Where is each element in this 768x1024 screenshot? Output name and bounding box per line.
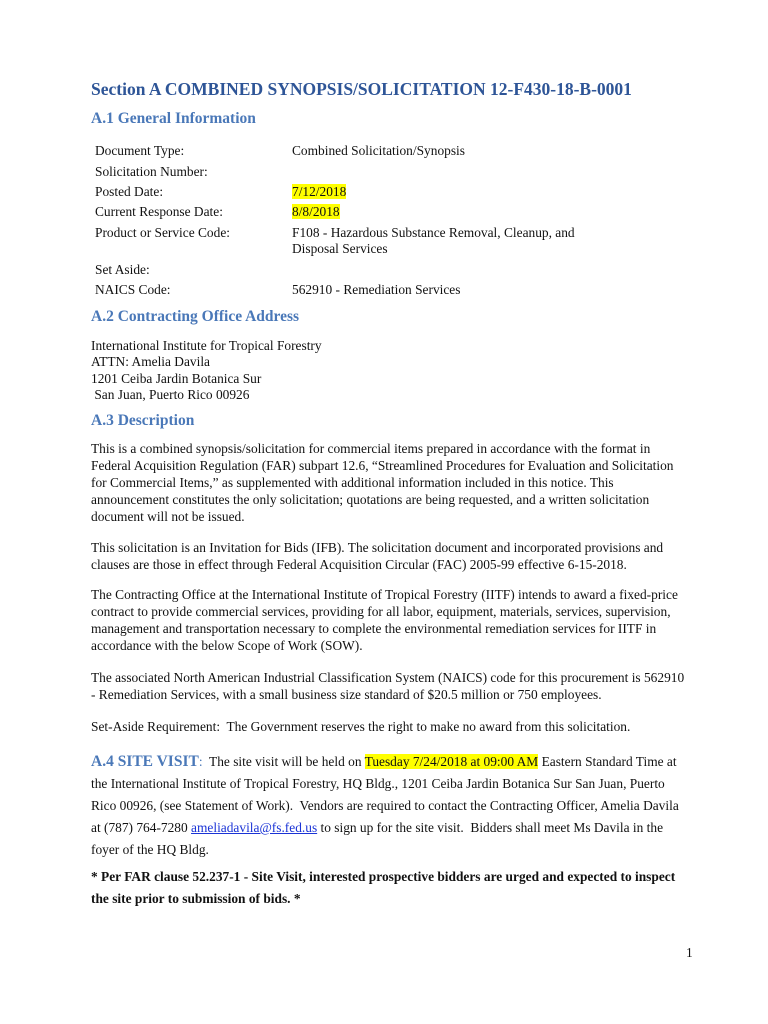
site-visit-text-3: to sign up for the site visit. Bidders shall meet Ms Davila in the foyer of the HQ Bldg. xyxy=(91,820,667,857)
site-visit-paragraph xyxy=(91,751,691,861)
response-date-label: Current Response Date: xyxy=(95,204,223,219)
site-visit-heading: A.4 SITE VISIT xyxy=(91,753,199,770)
description-paragraph-4: The associated North American Industrial Classification System (NAICS) code for this procurement is 562910 - Remediation Services, with a small business size standard of $20.5 million or 750 employees. xyxy=(91,670,685,702)
set-aside-label: Set Aside: xyxy=(95,262,150,277)
office-line-4: San Juan, Puerto Rico 00926 xyxy=(91,387,250,402)
site-visit-text-1: The site visit will be held on xyxy=(202,754,365,769)
solicitation-number-label: Solicitation Number: xyxy=(95,164,208,179)
doc-type-label: Document Type: xyxy=(95,143,185,158)
psc-value-cont: Disposal Services xyxy=(292,241,388,256)
doc-type-value: Combined Solicitation/Synopsis xyxy=(292,143,465,158)
page-number: 1 xyxy=(686,945,693,960)
general-info-heading: A.1 General Information xyxy=(91,110,256,127)
response-date-value: 8/8/2018 xyxy=(292,204,340,219)
psc-label: Product or Service Code: xyxy=(95,225,230,240)
description-heading: A.3 Description xyxy=(91,412,195,429)
set-aside-requirement: Set-Aside Requirement: The Government reserves the right to make no award from this solicitation. xyxy=(91,719,631,734)
site-visit-date: Tuesday 7/24/2018 at 09:00 AM xyxy=(364,754,539,769)
far-clause-note: * Per FAR clause 52.237-1 - Site Visit, interested prospective bidders are urged and expected to inspect the site prior to submission of bids. * xyxy=(91,869,676,906)
naics-label: NAICS Code: xyxy=(95,282,171,297)
office-line-3: 1201 Ceiba Jardin Botanica Sur xyxy=(91,371,262,386)
contact-email-link[interactable]: ameliadavila@fs.fed.us xyxy=(191,820,318,835)
posted-date-label: Posted Date: xyxy=(95,184,164,199)
naics-value: 562910 - Remediation Services xyxy=(292,282,461,297)
psc-value: F108 - Hazardous Substance Removal, Cleanup, and xyxy=(292,225,575,240)
description-paragraph-2: This solicitation is an Invitation for Bids (IFB). The solicitation document and incorporated provisions and clauses are those in effect through Federal Acquisition Circular (FAC) 2005-99 effective 6-15-2018. xyxy=(91,540,664,572)
site-visit-text-2: Eastern Standard Time at the International Institute of Tropical Forestry, HQ Bldg., 1201 Ceiba Jardin Botanica Sur San Juan, Puerto Rico 00926, (see Statement of Work). Vendors are required to contact the Contracting Officer, Amelia Davila at (787) 764-7280 xyxy=(91,754,683,835)
document-title: Section A COMBINED SYNOPSIS/SOLICITATION 12-F430-18-B-0001 xyxy=(91,79,632,99)
office-address-heading: A.2 Contracting Office Address xyxy=(91,308,300,325)
posted-date-value: 7/12/2018 xyxy=(292,184,347,199)
office-line-2: ATTN: Amelia Davila xyxy=(91,354,210,369)
description-paragraph-3: The Contracting Office at the International Institute of Tropical Forestry (IITF) intends to award a fixed-price contract to provide commercial services, providing for all labor, equipment, materials, services, supervision, management and transportation necessary to complete the environmental remediation services for IITF in accordance with the below Scope of Work (SOW). xyxy=(91,587,678,653)
site-visit-colon: : xyxy=(198,754,203,769)
office-line-1: International Institute for Tropical Forestry xyxy=(91,338,322,353)
description-paragraph-1: This is a combined synopsis/solicitation for commercial items prepared in accordance with the format in Federal Acquisition Regulation (FAR) subpart 12.6, “Streamlined Procedures for Evaluation and Solicitation for Commercial Items,” as supplemented with additional information included in this notice. This announcement constitutes the only solicitation; quotations are being requested, and a written solicitation document will not be issued. xyxy=(91,441,674,524)
